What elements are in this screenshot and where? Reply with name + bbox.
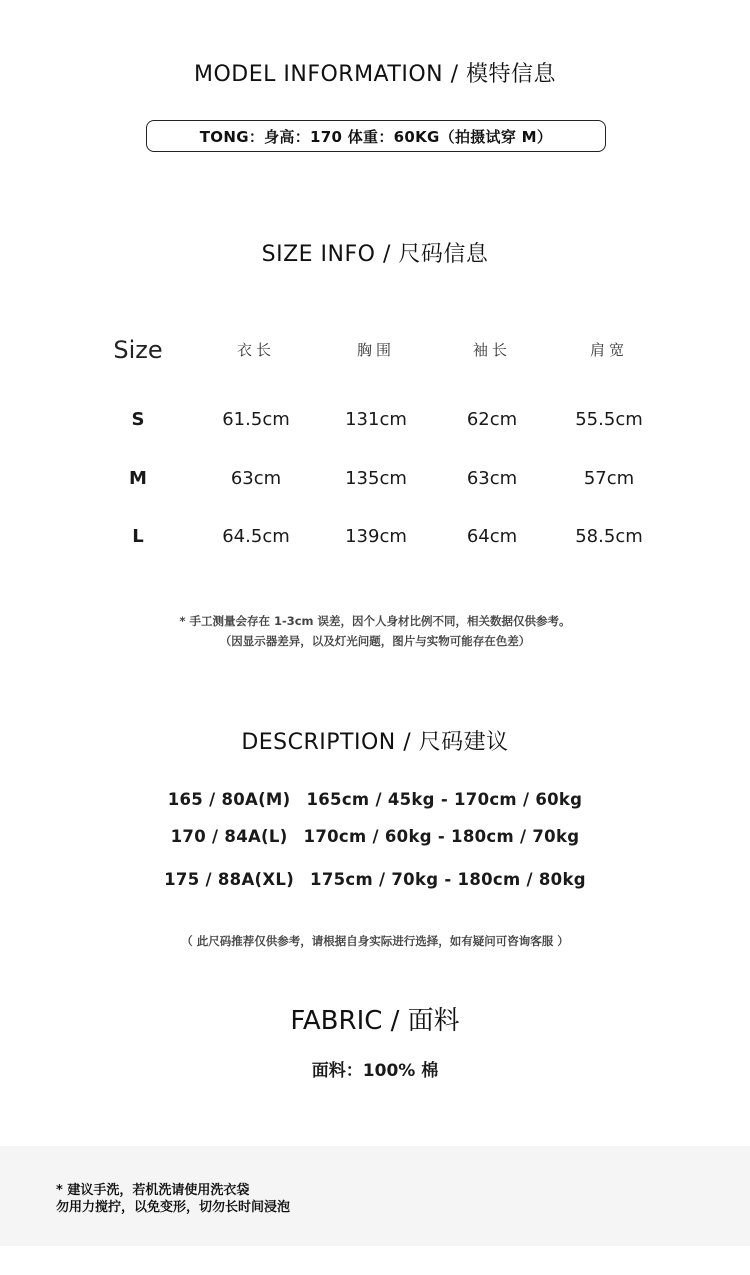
care-line-2: 勿用力搅拧，以免变形，切勿长时间浸泡: [56, 1200, 291, 1215]
table-row: [80, 400, 670, 440]
header-shoulder: 肩宽: [589, 341, 628, 359]
fabric-section-title: FABRIC / 面料: [290, 1006, 460, 1036]
recommend-range: 165cm / 45kg - 170cm / 60kg: [306, 790, 583, 809]
recommend-note: （ 此尺码推荐仅供参考，请根据自身实际进行选择，如有疑问可咨询客服 ）: [181, 934, 569, 948]
model-info-text: TONG：身高：170 体重：60KG（拍摄试穿 M）: [199, 127, 553, 146]
table-row: [80, 517, 670, 557]
sleeve-value: 64cm: [466, 526, 518, 547]
care-line-1: * 建议手洗，若机洗请使用洗衣袋: [56, 1183, 250, 1198]
model-section-title: MODEL INFORMATION / 模特信息: [193, 62, 556, 87]
model-info-box: [146, 120, 606, 152]
header-chest: 胸围: [356, 341, 395, 359]
shoulder-value: 57cm: [583, 468, 635, 489]
size-label: S: [131, 409, 145, 430]
length-value: 63cm: [230, 468, 282, 489]
sleeve-value: 63cm: [466, 468, 518, 489]
recommend-size: 170 / 84A(L): [170, 827, 288, 846]
recommend-size: 165 / 80A(M): [167, 790, 291, 809]
fabric-content: 面料：100% 棉: [311, 1061, 439, 1081]
recommend-range: 175cm / 70kg - 180cm / 80kg: [310, 870, 586, 889]
header-sleeve: 袖长: [472, 341, 511, 359]
length-value: 61.5cm: [222, 409, 290, 430]
shoulder-value: 58.5cm: [575, 526, 643, 547]
header-size: Size: [113, 336, 163, 364]
size-section-title: SIZE INFO / 尺码信息: [261, 242, 489, 267]
size-label: M: [129, 468, 147, 489]
header-length: 衣长: [236, 341, 275, 359]
table-row: [80, 459, 670, 499]
sleeve-value: 62cm: [466, 409, 518, 430]
chest-value: 135cm: [345, 468, 407, 489]
care-instructions-band: [0, 1146, 750, 1246]
recommend-size: 175 / 88A(XL): [164, 870, 295, 889]
recommend-range: 170cm / 60kg - 180cm / 70kg: [303, 827, 580, 846]
size-label: L: [132, 526, 144, 547]
chest-value: 131cm: [345, 409, 407, 430]
chest-value: 139cm: [345, 526, 407, 547]
display-note: （因显示器差异，以及灯光问题，图片与实物可能存在色差）: [219, 634, 531, 648]
measurement-note: * 手工测量会存在 1-3cm 误差，因个人身材比例不同，相关数据仅供参考。: [179, 614, 571, 628]
list-item: [0, 790, 750, 809]
size-table-header: [80, 330, 670, 370]
shoulder-value: 55.5cm: [575, 409, 643, 430]
list-item: [0, 827, 750, 846]
list-item: [0, 870, 750, 889]
description-section-title: DESCRIPTION / 尺码建议: [241, 730, 509, 755]
length-value: 64.5cm: [222, 526, 290, 547]
